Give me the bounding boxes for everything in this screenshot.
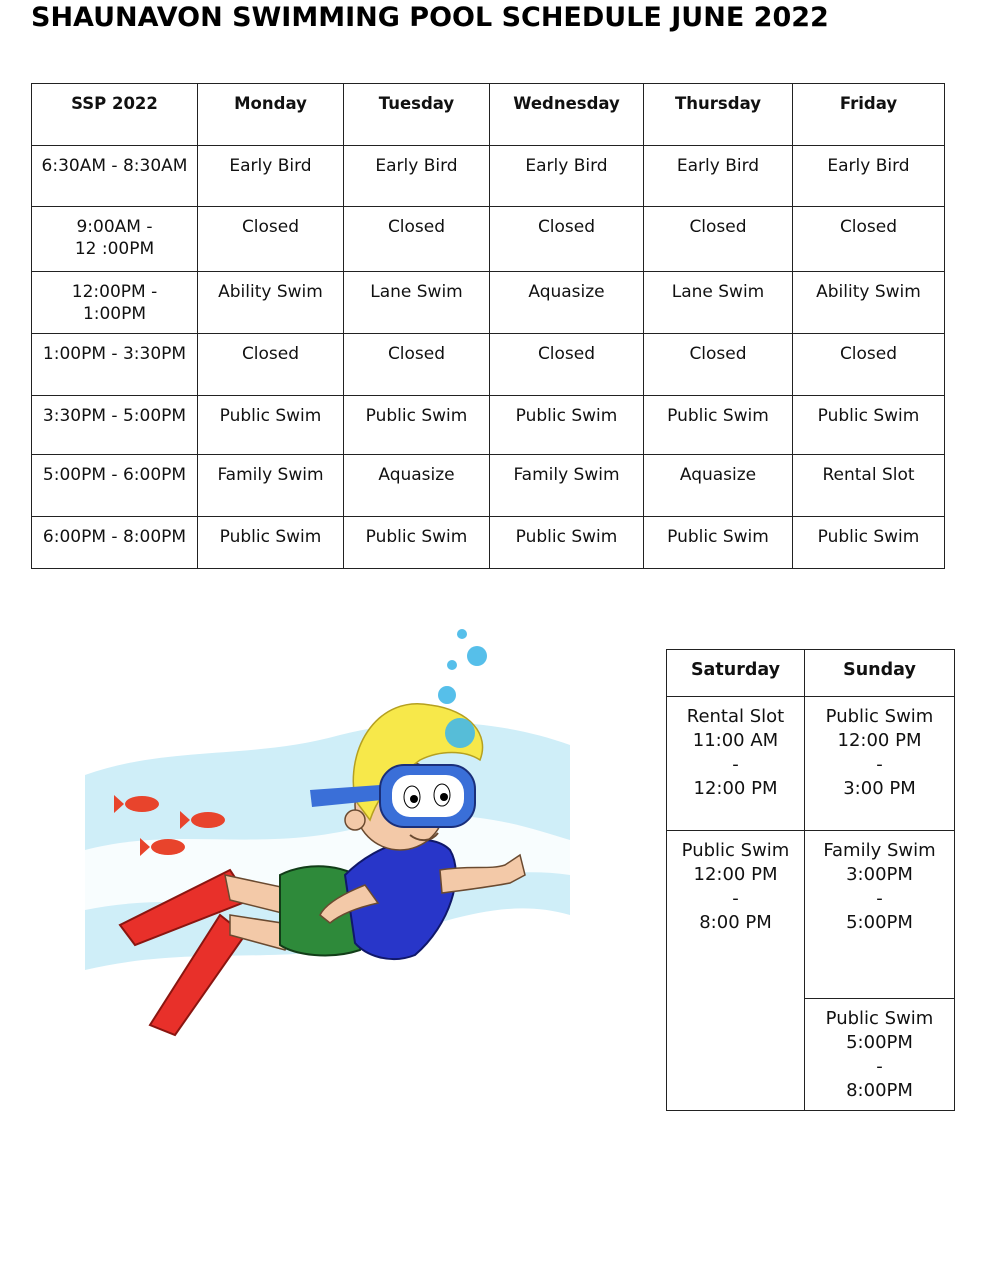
header-cell: Thursday <box>644 84 793 146</box>
table-cell: Ability Swim <box>793 272 945 334</box>
table-cell: Closed <box>198 207 344 272</box>
table-cell: Closed <box>198 334 344 396</box>
time-cell: 5:00PM - 6:00PM <box>32 455 198 517</box>
table-cell: Aquasize <box>344 455 490 517</box>
table-cell: Public Swim <box>793 517 945 569</box>
time-cell: 6:00PM - 8:00PM <box>32 517 198 569</box>
table-cell: Ability Swim <box>198 272 344 334</box>
table-header-row <box>32 84 945 146</box>
table-row <box>667 831 955 999</box>
time-cell: 6:30AM - 8:30AM <box>32 146 198 207</box>
table-cell: Public Swim <box>198 517 344 569</box>
table-cell: Early Bird <box>344 146 490 207</box>
table-cell: Closed <box>793 334 945 396</box>
header-cell: Friday <box>793 84 945 146</box>
table-cell: Public Swim <box>644 517 793 569</box>
table-cell: Public Swim <box>344 396 490 455</box>
table-cell: Public Swim <box>490 396 644 455</box>
table-row <box>32 455 945 517</box>
table-cell: Lane Swim <box>344 272 490 334</box>
table-header-row <box>667 650 955 697</box>
swimmer-illustration <box>80 625 580 1045</box>
table-cell: Rental Slot <box>793 455 945 517</box>
table-cell: Early Bird <box>490 146 644 207</box>
table-cell: Closed <box>344 207 490 272</box>
time-cell: 1:00PM - 3:30PM <box>32 334 198 396</box>
sunday-slot: Public Swim 12:00 PM - 3:00 PM <box>805 697 955 831</box>
page-title: SHAUNAVON SWIMMING POOL SCHEDULE JUNE 2022 <box>31 2 829 33</box>
time-cell: 9:00AM - 12 :00PM <box>32 207 198 272</box>
sunday-slot: Family Swim 3:00PM - 5:00PM <box>805 831 955 999</box>
table-cell: Early Bird <box>198 146 344 207</box>
table-cell: Early Bird <box>793 146 945 207</box>
saturday-slot: Rental Slot 11:00 AM - 12:00 PM <box>667 697 805 831</box>
table-row <box>32 396 945 455</box>
table-cell: Public Swim <box>644 396 793 455</box>
weekday-schedule-table <box>31 83 945 569</box>
table-row <box>32 334 945 396</box>
header-cell: Sunday <box>805 650 955 697</box>
table-cell: Public Swim <box>793 396 945 455</box>
header-cell: Wednesday <box>490 84 644 146</box>
table-cell: Public Swim <box>198 396 344 455</box>
bubble-icon <box>457 629 467 639</box>
table-cell: Aquasize <box>644 455 793 517</box>
table-row <box>667 697 955 831</box>
swimmer-ear <box>345 810 365 830</box>
mask-glass <box>392 775 464 817</box>
table-cell: Lane Swim <box>644 272 793 334</box>
table-row <box>32 146 945 207</box>
header-cell: Tuesday <box>344 84 490 146</box>
weekend-schedule-table <box>666 649 955 1111</box>
swimmer-pupil <box>410 795 418 803</box>
table-row <box>32 207 945 272</box>
header-cell: Monday <box>198 84 344 146</box>
header-cell: SSP 2022 <box>32 84 198 146</box>
time-cell: 12:00PM - 1:00PM <box>32 272 198 334</box>
table-cell: Early Bird <box>644 146 793 207</box>
table-cell: Public Swim <box>490 517 644 569</box>
table-cell: Closed <box>793 207 945 272</box>
bubble-icon <box>438 686 456 704</box>
table-cell: Closed <box>490 334 644 396</box>
saturday-slot: Public Swim 12:00 PM - 8:00 PM <box>667 831 805 1111</box>
table-cell: Closed <box>644 334 793 396</box>
table-cell: Family Swim <box>490 455 644 517</box>
table-row <box>32 517 945 569</box>
bubble-icon <box>467 646 487 666</box>
bubble-icon <box>445 718 475 748</box>
table-row <box>32 272 945 334</box>
time-cell: 3:30PM - 5:00PM <box>32 396 198 455</box>
table-cell: Closed <box>490 207 644 272</box>
sunday-slot: Public Swim 5:00PM - 8:00PM <box>805 999 955 1111</box>
table-cell: Aquasize <box>490 272 644 334</box>
table-cell: Family Swim <box>198 455 344 517</box>
bubble-icon <box>447 660 457 670</box>
table-cell: Closed <box>344 334 490 396</box>
table-cell: Public Swim <box>344 517 490 569</box>
header-cell: Saturday <box>667 650 805 697</box>
table-cell: Closed <box>644 207 793 272</box>
swimmer-pupil <box>440 793 448 801</box>
